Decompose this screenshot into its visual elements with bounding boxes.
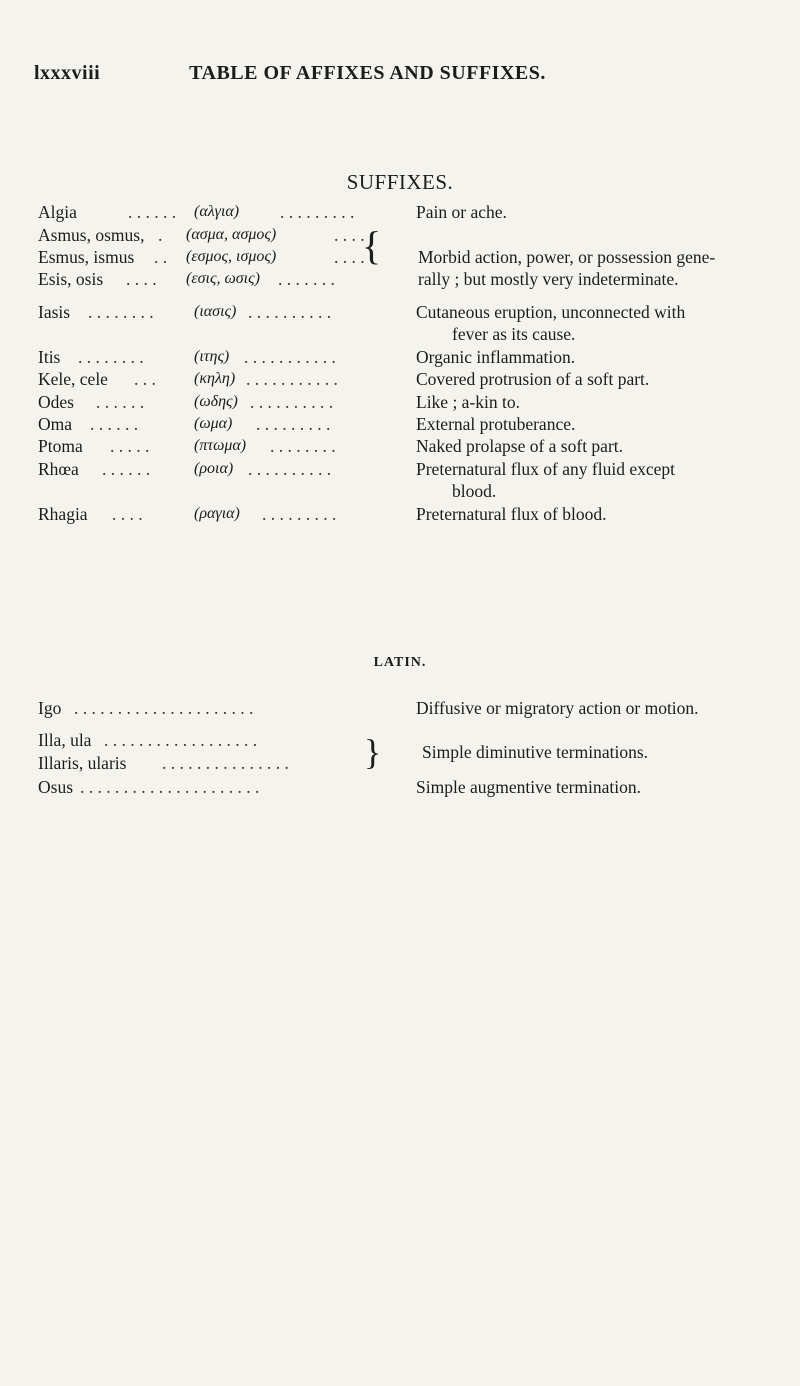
suffix-term: Odes (38, 392, 74, 412)
latin-row: Igo . . . . . . . . . . . . . . . . . . . . . Diffusive or migratory action or motion. (38, 697, 61, 719)
section-title-suffixes: SUFFIXES. (346, 170, 454, 194)
page-number: lxxxviii (34, 62, 101, 84)
suffix-row: Esis, osis . . . . (εσις, ωσις) . . . . . . . rally ; but mostly very indeterminate. (38, 268, 103, 290)
page-header-title: TABLE OF AFFIXES AND SUFFIXES. (189, 62, 546, 84)
suffix-row: Oma . . . . . . (ωμα) . . . . . . . . . External protuberance. (38, 413, 72, 435)
suffix-definition: External protuberance. (416, 414, 576, 434)
greek-form: (πτωμα) (194, 437, 247, 454)
latin-definition: Diffusive or migratory action or motion. (416, 698, 699, 718)
suffix-row: Iasis . . . . . . . . (ιασις) . . . . . . . . . . Cutaneous eruption, unconnected with (38, 301, 70, 323)
greek-form: (αλγια) (194, 203, 240, 220)
suffix-term: Iasis (38, 302, 71, 322)
latin-term: Illaris, ularis (38, 753, 127, 773)
suffix-definition: Naked prolapse of a soft part. (416, 436, 624, 456)
suffix-definition: Cutaneous eruption, unconnected with (416, 302, 686, 322)
suffix-definition: Covered protrusion of a soft part. (416, 369, 650, 389)
suffix-row: Ptoma . . . . . (πτωμα) . . . . . . . . Naked prolapse of a soft part. (38, 435, 83, 457)
section-title-latin: LATIN. (373, 655, 427, 670)
latin-term: Illa, ula (38, 730, 92, 750)
latin-row: Illa, ula . . . . . . . . . . . . . . . . . . (38, 730, 258, 750)
greek-form: (ασμα, ασμος) (186, 226, 277, 243)
suffix-definition: Preternatural flux of any fluid except (416, 459, 675, 479)
suffix-definition: Like ; a-kin to. (416, 392, 521, 412)
greek-form: (κηλη) (194, 370, 236, 387)
suffix-definition: rally ; but mostly very indeterminate. (418, 269, 679, 289)
latin-definition: Simple augmentive termination. (416, 777, 642, 797)
brace-icon: } (364, 732, 382, 772)
greek-form: (εσις, ωσις) (186, 270, 260, 287)
suffix-term: Esmus, ismus (38, 247, 135, 267)
suffix-row: Kele, cele . . . (κηλη) . . . . . . . . . . . Covered protrusion of a soft part. (38, 368, 108, 390)
suffix-term: Rhagia (38, 504, 88, 524)
suffix-term: Asmus, osmus, (38, 225, 145, 245)
greek-form: (ραγια) (194, 505, 240, 522)
suffix-term: Oma (38, 414, 73, 434)
latin-row: Illaris, ularis . . . . . . . . . . . . . . . Simple diminutive terminations. (38, 752, 126, 774)
suffix-row: Rhœa . . . . . . (ροια) . . . . . . . . . . Preternatural flux of any fluid except (38, 458, 79, 480)
greek-form: (ιτης) (194, 348, 230, 365)
suffix-term: Rhœa (38, 459, 79, 479)
suffix-definition: Organic inflammation. (416, 347, 576, 367)
greek-form: (ωμα) (194, 415, 233, 432)
suffix-definition: Pain or ache. (416, 202, 507, 222)
brace-icon: { (362, 223, 382, 268)
greek-form: (εσμος, ισμος) (186, 248, 277, 265)
suffix-row: Algia . . . . . . (αλγια) . . . . . . . . . Pain or ache. (38, 201, 77, 223)
latin-term: Osus (38, 777, 74, 797)
suffix-row: Itis . . . . . . . . (ιτης) . . . . . . . . . . . Organic inflammation. (38, 346, 60, 368)
suffix-term: Kele, cele (38, 369, 108, 389)
greek-form: (ωδης) (194, 393, 238, 410)
suffix-row: Rhagia . . . . (ραγια) . . . . . . . . . Preternatural flux of blood. (38, 503, 88, 525)
suffix-term: Esis, osis (38, 269, 104, 289)
greek-form: (ιασις) (194, 303, 237, 320)
suffix-term: Itis (38, 347, 61, 367)
suffix-row: Esmus, ismus . . (εσμος, ισμος) . . . . Morbid action, power, or possession gene- (38, 246, 134, 268)
greek-form: (ροια) (194, 460, 234, 477)
suffix-definition: Morbid action, power, or possession gene- (418, 247, 716, 267)
latin-term: Igo (38, 698, 62, 718)
suffix-definition: Preternatural flux of blood. (416, 504, 607, 524)
suffix-term: Algia (38, 202, 77, 222)
running-header (34, 62, 546, 85)
latin-row: Osus . . . . . . . . . . . . . . . . . . . . . Simple augmentive termination. (38, 776, 73, 798)
suffix-row: Asmus, osmus, . (ασμα, ασμος) . . . . (38, 225, 365, 245)
suffix-row: Odes . . . . . . (ωδης) . . . . . . . . . . Like ; a-kin to. (38, 391, 74, 413)
latin-definition: Simple diminutive terminations. (422, 742, 649, 762)
suffix-term: Ptoma (38, 436, 83, 456)
